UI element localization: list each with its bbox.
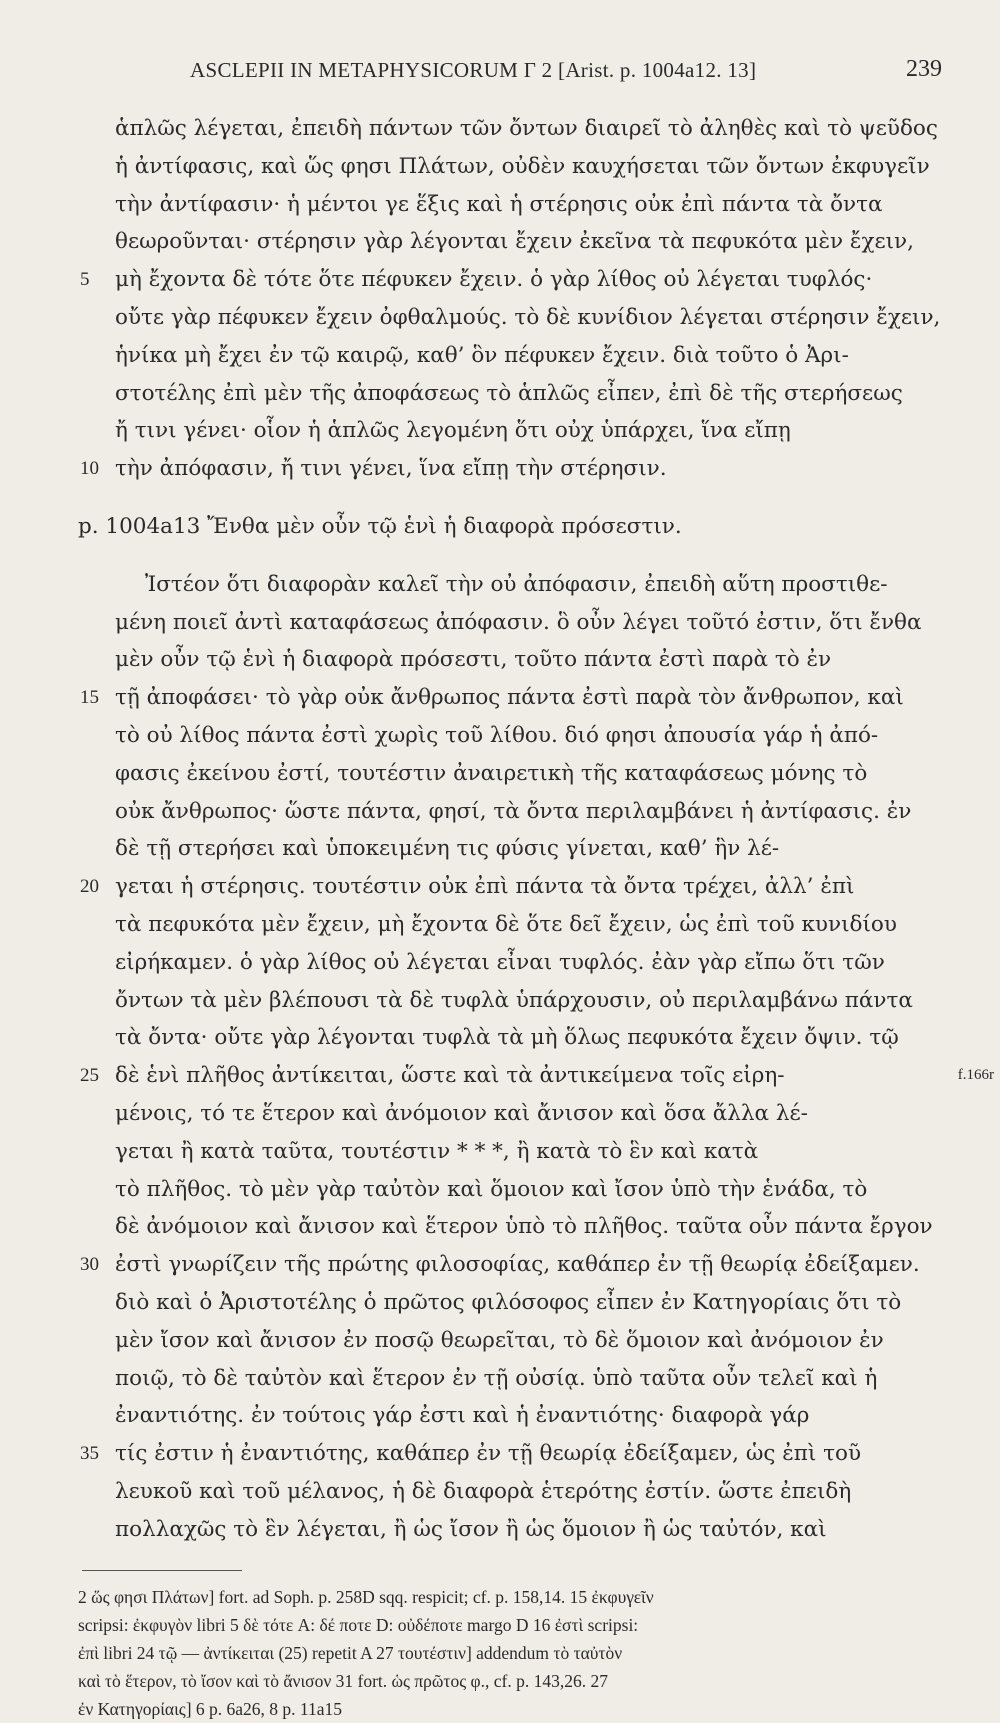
paragraph-gap	[0, 488, 1000, 508]
line-text: διὸ καὶ ὁ Ἀριστοτέλης ὁ πρῶτος φιλόσοφος εἶπεν ἐν Κατηγορίαις ὅτι τὸ	[115, 1289, 902, 1315]
text-line	[0, 261, 1000, 299]
text-line	[0, 641, 1000, 679]
line-number: 15	[80, 687, 99, 709]
line-text: τὸ οὐ λίθος πάντα ἐστὶ χωρὶς τοῦ λίθου. διό φησι ἀπουσία γάρ ἡ ἀπό-	[115, 722, 879, 748]
text-line	[0, 412, 1000, 450]
text-line	[0, 793, 1000, 831]
line-text: τὴν ἀπόφασιν, ἤ τινι γένει, ἵνα εἴπῃ τὴν στέρησιν.	[115, 456, 667, 482]
line-text: γεται ἢ κατὰ ταῦτα, τουτέστιν * * *, ἢ κατὰ τὸ ἓν καὶ κατὰ	[115, 1138, 759, 1164]
text-line	[0, 944, 1000, 982]
text-line	[0, 1360, 1000, 1398]
line-text: θεωροῦνται· στέρησιν γὰρ λέγονται ἔχειν ἐκεῖνα τὰ πεφυκότα μὲν ἔχειν,	[115, 229, 914, 255]
text-line	[0, 1435, 1000, 1473]
line-number: 10	[80, 458, 99, 480]
line-text: οὐκ ἄνθρωπος· ὥστε πάντα, φησί, τὰ ὄντα περιλαμβάνει ἡ ἀντίφασις. ἐν	[115, 798, 912, 824]
text-line	[0, 566, 1000, 604]
line-text: τὸ πλῆθος. τὸ μὲν γὰρ ταὐτὸν καὶ ὅμοιον καὶ ἴσον ὑπὸ τὴν ἑνάδα, τὸ	[115, 1176, 868, 1202]
paragraph-gap	[0, 546, 1000, 566]
critical-apparatus	[78, 1583, 938, 1723]
text-line	[0, 110, 1000, 148]
running-header	[0, 58, 1000, 92]
line-text: ἐστὶ γνωρίζειν τῆς πρώτης φιλοσοφίας, καθάπερ ἐν τῇ θεωρίᾳ ἐδείξαμεν.	[115, 1252, 920, 1278]
text-line	[0, 1246, 1000, 1284]
line-text: πολλαχῶς τὸ ἓν λέγεται, ἢ ὡς ἴσον ἢ ὡς ὅμοιον ἢ ὡς ταὐτόν, καὶ	[115, 1516, 827, 1542]
line-text: δὲ ἀνόμοιον καὶ ἄνισον καὶ ἕτερον ὑπὸ τὸ πλῆθος. ταῦτα οὖν πάντα ἔργον	[115, 1214, 933, 1240]
line-text: ἤ τινι γένει· οἷον ἡ ἁπλῶς λεγομένη ὅτι οὐχ ὑπάρχει, ἵνα εἴπῃ	[115, 418, 791, 444]
text-line	[0, 830, 1000, 868]
apparatus-line: ἐν Κατηγορίαις] 6 p. 6a26, 8 p. 11a15	[78, 1699, 343, 1719]
line-number: 35	[80, 1443, 99, 1465]
text-line	[0, 1095, 1000, 1133]
line-text: ἡ ἀντίφασις, καὶ ὥς φησι Πλάτων, οὐδὲν καυχήσεται τῶν ὄντων ἐκφυγεῖν	[115, 153, 930, 179]
line-number: 20	[80, 876, 99, 898]
text-line	[0, 148, 1000, 186]
footnote-rule	[82, 1570, 242, 1571]
line-text: Ἰστέον ὅτι διαφορὰν καλεῖ τὴν οὐ ἀπόφασιν, ἐπειδὴ αὕτη προστιθε-	[145, 571, 888, 597]
text-line	[0, 1397, 1000, 1435]
line-text: στοτέλης ἐπὶ μὲν τῆς ἀποφάσεως τὸ ἁπλῶς εἶπεν, ἐπὶ δὲ τῆς στερήσεως	[115, 380, 903, 406]
apparatus-line: 2 ὥς φησι Πλάτων] fort. ad Soph. p. 258D sqq. respicit; cf. p. 158,14. 15 ἐκφυγεῖν	[78, 1587, 654, 1607]
text-line	[0, 450, 1000, 488]
text-line	[0, 1511, 1000, 1549]
line-text: μὲν οὖν τῷ ἑνὶ ἡ διαφορὰ πρόσεστι, τοῦτο πάντα ἐστὶ παρὰ τὸ ἐν	[115, 647, 832, 673]
folio-marker: f.166r	[957, 1067, 994, 1084]
lemma-line: p. 1004a13 Ἔνθα μὲν οὖν τῷ ἑνὶ ἡ διαφορὰ πρόσεστιν.	[78, 513, 682, 539]
line-text: τῇ ἀποφάσει· τὸ γὰρ οὐκ ἄνθρωπος πάντα ἐστὶ παρὰ τὸν ἄνθρωπον, καὶ	[115, 685, 904, 711]
text-line	[0, 1171, 1000, 1209]
line-text: μένη ποιεῖ ἀντὶ καταφάσεως ἀπόφασιν. ὃ οὖν λέγει τοῦτό ἐστιν, ὅτι ἔνθα	[115, 609, 922, 635]
text-line	[0, 679, 1000, 717]
line-text: τὰ ὄντα· οὔτε γὰρ λέγονται τυφλὰ τὰ μὴ ὅλως πεφυκότα ἔχειν ὄψιν. τῷ	[115, 1025, 899, 1051]
text-line	[0, 1284, 1000, 1322]
running-title: ASCLEPII IN METAPHYSICORUM Γ 2 [Arist. p. 1004a12. 13]	[190, 58, 757, 82]
text-line	[0, 868, 1000, 906]
text-line	[0, 186, 1000, 224]
text-line	[0, 604, 1000, 642]
text-line	[0, 755, 1000, 793]
text-line	[0, 717, 1000, 755]
line-text: εἰρήκαμεν. ὁ γὰρ λίθος οὐ λέγεται εἶναι τυφλός. ἐὰν γὰρ εἴπω ὅτι τῶν	[115, 949, 885, 975]
text-line	[0, 906, 1000, 944]
apparatus-line: ἐπὶ libri 24 τῷ — ἀντίκειται (25) repetit A 27 τουτέστιν] addendum τὸ ταὐτὸν	[78, 1643, 623, 1663]
text-line	[0, 299, 1000, 337]
line-text: φασις ἐκείνου ἐστί, τουτέστιν ἀναιρετικὴ τῆς καταφάσεως μόνης τὸ	[115, 760, 868, 786]
text-line	[0, 337, 1000, 375]
text-line	[0, 1133, 1000, 1171]
text-line	[0, 1019, 1000, 1057]
text-line	[0, 1322, 1000, 1360]
line-text: οὔτε γὰρ πέφυκεν ἔχειν ὀφθαλμούς. τὸ δὲ κυνίδιον λέγεται στέρησιν ἔχειν,	[115, 304, 941, 330]
line-text: μένοις, τό τε ἕτερον καὶ ἀνόμοιον καὶ ἄνισον καὶ ὅσα ἄλλα λέ-	[115, 1100, 808, 1126]
line-text: ἐναντιότης. ἐν τούτοις γάρ ἐστι καὶ ἡ ἐναντιότης· διαφορὰ γάρ	[115, 1403, 810, 1429]
line-text: μὲν ἴσον καὶ ἄνισον ἐν ποσῷ θεωρεῖται, τὸ δὲ ὅμοιον καὶ ἀνόμοιον ἐν	[115, 1327, 884, 1353]
line-text: γεται ἡ στέρησις. τουτέστιν οὐκ ἐπὶ πάντα τὰ ὄντα τρέχει, ἀλλ’ ἐπὶ	[115, 874, 855, 900]
line-text: τίς ἐστιν ἡ ἐναντιότης, καθάπερ ἐν τῇ θεωρίᾳ ἐδείξαμεν, ὡς ἐπὶ τοῦ	[115, 1441, 862, 1467]
line-text: ὄντων τὰ μὲν βλέπουσι τὰ δὲ τυφλὰ ὑπάρχουσιν, οὐ περιλαμβάνω πάντα	[115, 987, 913, 1013]
line-number: 5	[80, 269, 90, 291]
line-text: τὰ πεφυκότα μὲν ἔχειν, μὴ ἔχοντα δὲ ὅτε δεῖ ἔχειν, ὡς ἐπὶ τοῦ κυνιδίου	[115, 911, 897, 937]
line-text: ἡνίκα μὴ ἔχει ἐν τῷ καιρῷ, καθ’ ὃν πέφυκεν ἔχειν. διὰ τοῦτο ὁ Ἀρι-	[115, 342, 849, 368]
line-text: ποιῷ, τὸ δὲ ταὐτὸν καὶ ἕτερον ἐν τῇ οὐσίᾳ. ὑπὸ ταῦτα οὖν τελεῖ καὶ ἡ	[115, 1365, 878, 1391]
text-line	[0, 1208, 1000, 1246]
text-line	[0, 982, 1000, 1020]
line-text: λευκοῦ καὶ τοῦ μέλανος, ἡ δὲ διαφορὰ ἑτερότης ἐστίν. ὥστε ἐπειδὴ	[115, 1478, 852, 1504]
text-line	[0, 223, 1000, 261]
line-text: ἁπλῶς λέγεται, ἐπειδὴ πάντων τῶν ὄντων διαιρεῖ τὸ ἀληθὲς καὶ τὸ ψεῦδος	[115, 116, 938, 141]
line-text: μὴ ἔχοντα δὲ τότε ὅτε πέφυκεν ἔχειν. ὁ γὰρ λίθος οὐ λέγεται τυφλός·	[115, 267, 873, 293]
line-text: τὴν ἀντίφασιν· ἡ μέντοι γε ἕξις καὶ ἡ στέρησις οὐκ ἐπὶ πάντα τὰ ὄντα	[115, 191, 883, 217]
text-line	[0, 375, 1000, 413]
text-line	[0, 508, 1000, 546]
line-number: 25	[80, 1065, 99, 1087]
line-number: 30	[80, 1254, 99, 1276]
text-line	[0, 1473, 1000, 1511]
line-text: δὲ τῇ στερήσει καὶ ὑποκειμένη τις φύσις γίνεται, καθ’ ἣν λέ-	[115, 836, 780, 862]
apparatus-line: scripsi: ἐκφυγὸν libri 5 δὲ τότε A: δέ ποτε D: οὐδέποτε margo D 16 ἐστὶ scripsi:	[78, 1615, 639, 1635]
line-text: δὲ ἑνὶ πλῆθος ἀντίκειται, ὥστε καὶ τὰ ἀντικείμενα τοῖς εἰρη-	[115, 1063, 785, 1089]
main-text	[0, 110, 1000, 1548]
text-line	[0, 1057, 1000, 1095]
apparatus-line: καὶ τὸ ἕτερον, τὸ ἴσον καὶ τὸ ἄνισον 31 fort. ὡς πρῶτος φ., cf. p. 143,26. 27	[78, 1671, 608, 1691]
page-number: 239	[906, 56, 942, 82]
